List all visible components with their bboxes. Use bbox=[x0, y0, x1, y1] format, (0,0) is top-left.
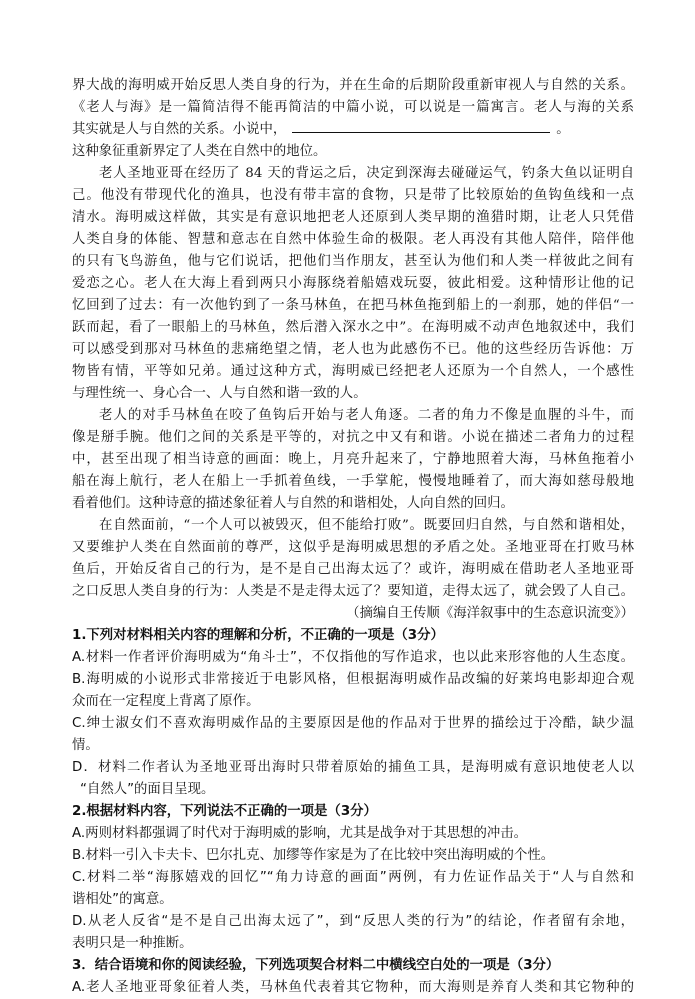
text-line: 老人圣地亚哥在经历了 84 天的背运之后，决定到深海去碰碰运气，钓条大鱼以证明自 bbox=[99, 166, 634, 181]
text-line: 界大战的海明威开始反思人类自身的行为，并在生命的后期阶段重新审视人与自然的关系。 bbox=[72, 78, 634, 93]
text-line: 己。他没有带现代化的渔具，也没有带丰富的食物，只是带了比较原始的鱼钩鱼线和一点 bbox=[72, 188, 634, 203]
text-line: 船在海上航行，老人在船上一手抓着鱼线，一手掌舵，慢慢地睡着了，而大海如慈母般地 bbox=[72, 474, 634, 489]
option-c: C.绅士淑女们不喜欢海明威作品的主要原因是他的作品对于世界的描绘过于冷酷，缺少温 bbox=[72, 716, 634, 731]
option-d-continued: 表明只是一种推断。 bbox=[72, 936, 193, 951]
text-line: 清水。海明威这样做，其实是有意识地把老人还原到人类早期的渔猎时期，让老人只凭借 bbox=[72, 210, 634, 225]
option-b: B.海明威的小说形式非常接近于电影风格，但根据海明威作品改编的好莱坞电影却迎合观 bbox=[72, 672, 634, 687]
option-d: D.从老人反省“是不是自己出海太远了”，到“反思人类的行为”的结论，作者留有余地， bbox=[72, 914, 634, 929]
fill-in-blank bbox=[292, 119, 550, 133]
text-line: 人类自身的体能、智慧和意志在自然中体验生命的极限。老人再没有其他人陪伴，陪伴他 bbox=[72, 232, 634, 247]
question-stem: 1.下列对材料相关内容的理解和分析，不正确的一项是（3分） bbox=[72, 628, 444, 643]
option-a: A.材料一作者评价海明威为“角斗士”，不仅指他的写作追求，也以此来形容他的人生态度。 bbox=[72, 650, 634, 665]
text-line: 像是掰手腕。他们之间的关系是平等的，对抗之中又有和谐。小说在描述二者角力的过程 bbox=[72, 430, 634, 445]
option-a: A.两则材料都强调了时代对于海明威的影响，尤其是战争对于其思想的冲击。 bbox=[72, 826, 528, 841]
text-line: 爱恋之心。老人在大海上看到两只小海豚绕着船嬉戏玩耍，彼此相爱。这种情形让他的记 bbox=[72, 276, 634, 291]
text-fragment: 其实就是人与自然的关系。小说中， bbox=[72, 122, 287, 137]
text-line: 的只有飞鸟游鱼，他与它们说话，把他们当作朋友，甚至认为他们和人类一样彼此之间有 bbox=[72, 254, 634, 269]
text-line: 这种象征重新界定了人类在自然中的地位。 bbox=[72, 144, 327, 159]
option-d-continued: “自然人”的面目呈现。 bbox=[80, 782, 215, 797]
option-c: C.材料二举“海豚嬉戏的回忆”“角力诗意的画面”两例，有力佐证作品关于“人与自然和 bbox=[72, 870, 634, 885]
text-line-with-blank bbox=[72, 119, 634, 141]
option-c-continued: 情。 bbox=[72, 738, 99, 753]
passage-paragraph bbox=[72, 163, 634, 405]
text-line: 看着他们。这种诗意的描述象征着人与自然的和谐相处，人向自然的回归。 bbox=[72, 496, 514, 511]
option-b-continued: 众而在一定程度上背离了原作。 bbox=[72, 694, 260, 709]
text-line: 忆回到了过去：有一次他钓到了一条马林鱼，在把马林鱼拖到船上的一刹那，她的伴侣“一 bbox=[72, 298, 634, 313]
text-line: 老人的对手马林鱼在咬了鱼钩后开始与老人角逐。二者的角力不像是血腥的斗牛，而 bbox=[99, 408, 634, 423]
option-b: B.材料一引入卡夫卡、巴尔扎克、加缪等作家是为了在比较中突出海明威的个性。 bbox=[72, 848, 555, 863]
question-stem: 3．结合语境和你的阅读经验，下列选项契合材料二中横线空白处的一项是（3分） bbox=[72, 958, 560, 973]
text-line: 可以感受到那对马林鱼的悲痛绝望之情，老人也为此感伤不已。他的这些经历告诉他：万 bbox=[72, 342, 634, 357]
passage-paragraph-intro bbox=[72, 75, 634, 163]
question-stem: 2.根据材料内容，下列说法不正确的一项是（3分） bbox=[72, 804, 377, 819]
text-line: 在自然面前，“一个人可以被毁灭，但不能给打败”。既要回归自然，与自然和谐相处， bbox=[99, 518, 634, 533]
option-a: A.老人圣地亚哥象征着人类，马林鱼代表着其它物种，而大海则是养育人类和其它物种的 bbox=[72, 980, 634, 995]
text-line: 物皆有情，平等如兄弟。通过这种方式，海明威已经把老人还原为一个自然人，一个感性 bbox=[72, 364, 634, 379]
passage-paragraph bbox=[72, 405, 634, 515]
text-line: 鱼后，开始反省自己的行为，是不是自己出海太远了？或许，海明威在借助老人圣地亚哥 bbox=[72, 562, 634, 577]
text-line: 跃而起，看了一眼船上的马林鱼，然后潜入深水之中”。在海明威不动声色地叙述中，我们 bbox=[72, 320, 634, 335]
passage-paragraph bbox=[72, 515, 634, 625]
text-line: 中，甚至出现了相当诗意的画面：晚上，月亮升起来了，宁静地照着大海，马林鱼拖着小 bbox=[72, 452, 634, 467]
text-line: 之口反思人类自身的行为：人类是不是走得太远了？要知道，走得太远了，就会毁了人自己。 bbox=[72, 584, 634, 599]
text-fragment: 。 bbox=[556, 122, 570, 137]
text-line: 《老人与海》是一篇简洁得不能再简洁的中篇小说，可以说是一篇寓言。老人与海的关系 bbox=[72, 100, 634, 115]
option-d: D．材料二作者认为圣地亚哥出海时只带着原始的捕鱼工具，是海明威有意识地使老人以 bbox=[72, 760, 634, 775]
option-c-continued: 谐相处”的寓意。 bbox=[72, 892, 173, 907]
text-line: 又要维护人类在自然面前的尊严，这似乎是海明威思想的矛盾之处。圣地亚哥在打败马林 bbox=[72, 540, 634, 555]
source-citation: （摘编自王传顺《海洋叙事中的生态意识流变》） bbox=[346, 606, 634, 621]
question-section bbox=[72, 625, 634, 999]
text-line: 与理性统一、身心合一、人与自然和谐一致的人。 bbox=[72, 386, 367, 401]
